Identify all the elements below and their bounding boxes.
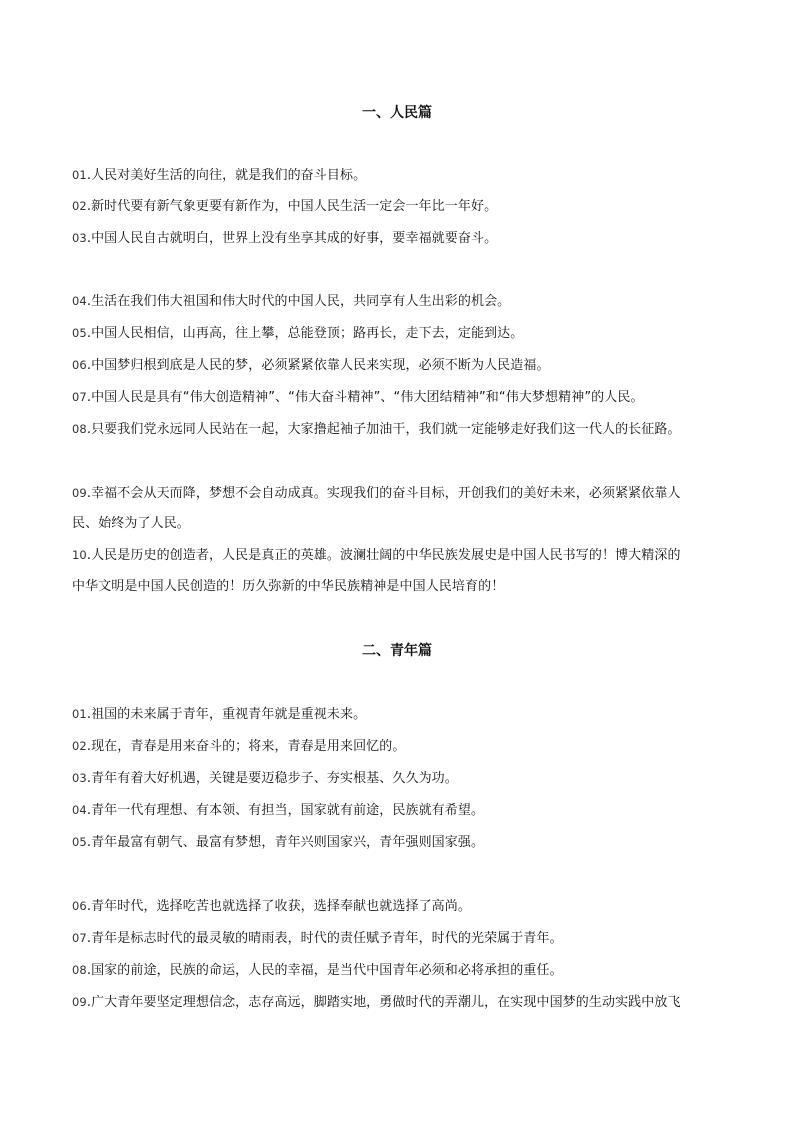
list-item: [72, 324, 722, 343]
item-dot: .: [86, 803, 92, 818]
item-text: 人民是历史的创造者，人民是真正的英雄。波澜壮阔的中华民族发展史是中国人民书写的！博大精深的: [91, 548, 681, 563]
item-text: 只要我们党永远同人民站在一起，大家撸起袖子加油干，我们就一定能够走好我们这一代人的长征路。: [91, 422, 681, 437]
item-number: 07: [72, 390, 87, 404]
item-text: 中华文明是中国人民创造的！历久弥新的中华民族精神是中国人民培育的！: [72, 579, 505, 594]
list-item: [72, 833, 722, 852]
item-text: 青年一代有理想、有本领、有担当，国家就有前途，民族就有希望。: [91, 803, 485, 818]
item-number: 01: [72, 707, 87, 721]
list-item: [72, 166, 722, 185]
list-item: [72, 388, 722, 407]
item-dot: .: [86, 548, 92, 563]
item-number: 08: [72, 963, 87, 977]
item-text: 祖国的未来属于青年，重视青年就是重视未来。: [91, 707, 367, 722]
list-item-continuation: [72, 578, 722, 596]
item-number: 09: [72, 486, 87, 500]
list-item: [72, 705, 722, 724]
item-dot: .: [86, 199, 92, 214]
item-number: 05: [72, 326, 87, 340]
item-dot: .: [86, 358, 92, 373]
item-dot: .: [86, 486, 92, 501]
list-item: [72, 420, 722, 439]
item-text: 青年时代，选择吃苦也就选择了收获，选择奉献也就选择了高尚。: [91, 899, 471, 914]
item-number: 04: [72, 803, 87, 817]
list-item-continuation: [72, 515, 722, 533]
item-dot: .: [86, 899, 92, 914]
item-number: 07: [72, 931, 87, 945]
item-dot: .: [86, 995, 92, 1010]
item-number: 02: [72, 739, 87, 753]
item-dot: .: [86, 931, 92, 946]
item-dot: .: [86, 326, 92, 341]
item-text: 现在，青春是用来奋斗的；将来，青春是用来回忆的。: [91, 739, 406, 754]
item-dot: .: [86, 390, 92, 405]
list-item: [72, 929, 722, 948]
item-number: 09: [72, 995, 87, 1009]
item-text: 青年最富有朝气、最富有梦想，青年兴则国家兴，青年强则国家强。: [91, 835, 485, 850]
item-text: 人民对美好生活的向往，就是我们的奋斗目标。: [91, 168, 367, 183]
item-dot: .: [86, 422, 92, 437]
item-dot: .: [86, 771, 92, 786]
item-text: 民、始终为了人民。: [72, 516, 190, 531]
list-item: [72, 229, 722, 248]
item-number: 10: [72, 548, 87, 562]
item-number: 03: [72, 231, 87, 245]
item-text: 中国人民是具有“伟大创造精神”、“伟大奋斗精神”、“伟大团结精神”和“伟大梦想精神”的人民。: [91, 390, 644, 405]
item-text: 广大青年要坚定理想信念，志存高远，脚踏实地，勇做时代的弄潮儿，在实现中国梦的生动实践中放飞: [91, 995, 681, 1010]
item-dot: .: [86, 739, 92, 754]
item-dot: .: [86, 963, 92, 978]
list-item: [72, 292, 722, 311]
item-number: 03: [72, 771, 87, 785]
list-item: [72, 484, 722, 503]
item-text: 幸福不会从天而降，梦想不会自动成真。实现我们的奋斗目标，开创我们的美好未来，必须紧紧依靠人: [91, 486, 681, 501]
list-item: [72, 961, 722, 980]
item-dot: .: [86, 231, 92, 246]
item-text: 青年是标志时代的最灵敏的晴雨表，时代的责任赋予青年，时代的光荣属于青年。: [91, 931, 563, 946]
section-heading-people: 一、人民篇: [362, 105, 432, 121]
section-heading-youth: 二、青年篇: [362, 643, 432, 659]
item-number: 08: [72, 422, 87, 436]
list-item: [72, 801, 722, 820]
item-text: 国家的前途，民族的命运，人民的幸福，是当代中国青年必须和必将承担的重任。: [91, 963, 563, 978]
item-number: 05: [72, 835, 87, 849]
item-number: 06: [72, 358, 87, 372]
item-number: 02: [72, 199, 87, 213]
item-dot: .: [86, 168, 92, 183]
item-text: 生活在我们伟大祖国和伟大时代的中国人民，共同享有人生出彩的机会。: [91, 294, 511, 309]
item-text: 中国人民相信，山再高，往上攀，总能登顶；路再长，走下去，定能到达。: [91, 326, 524, 341]
item-text: 中国人民自古就明白，世界上没有坐享其成的好事，要幸福就要奋斗。: [91, 231, 498, 246]
list-item: [72, 197, 722, 216]
list-item: [72, 737, 722, 756]
item-dot: .: [86, 294, 92, 309]
list-item: [72, 897, 722, 916]
item-text: 新时代要有新气象更要有新作为，中国人民生活一定会一年比一年好。: [91, 199, 498, 214]
item-number: 04: [72, 294, 87, 308]
item-dot: .: [86, 835, 92, 850]
list-item: [72, 993, 722, 1012]
item-text: 青年有着大好机遇，关键是要迈稳步子、夯实根基、久久为功。: [91, 771, 458, 786]
list-item: [72, 546, 722, 565]
item-number: 06: [72, 899, 87, 913]
list-item: [72, 356, 722, 375]
item-number: 01: [72, 168, 87, 182]
item-text: 中国梦归根到底是人民的梦，必须紧紧依靠人民来实现，必须不断为人民造福。: [91, 358, 550, 373]
list-item: [72, 769, 722, 788]
item-dot: .: [86, 707, 92, 722]
